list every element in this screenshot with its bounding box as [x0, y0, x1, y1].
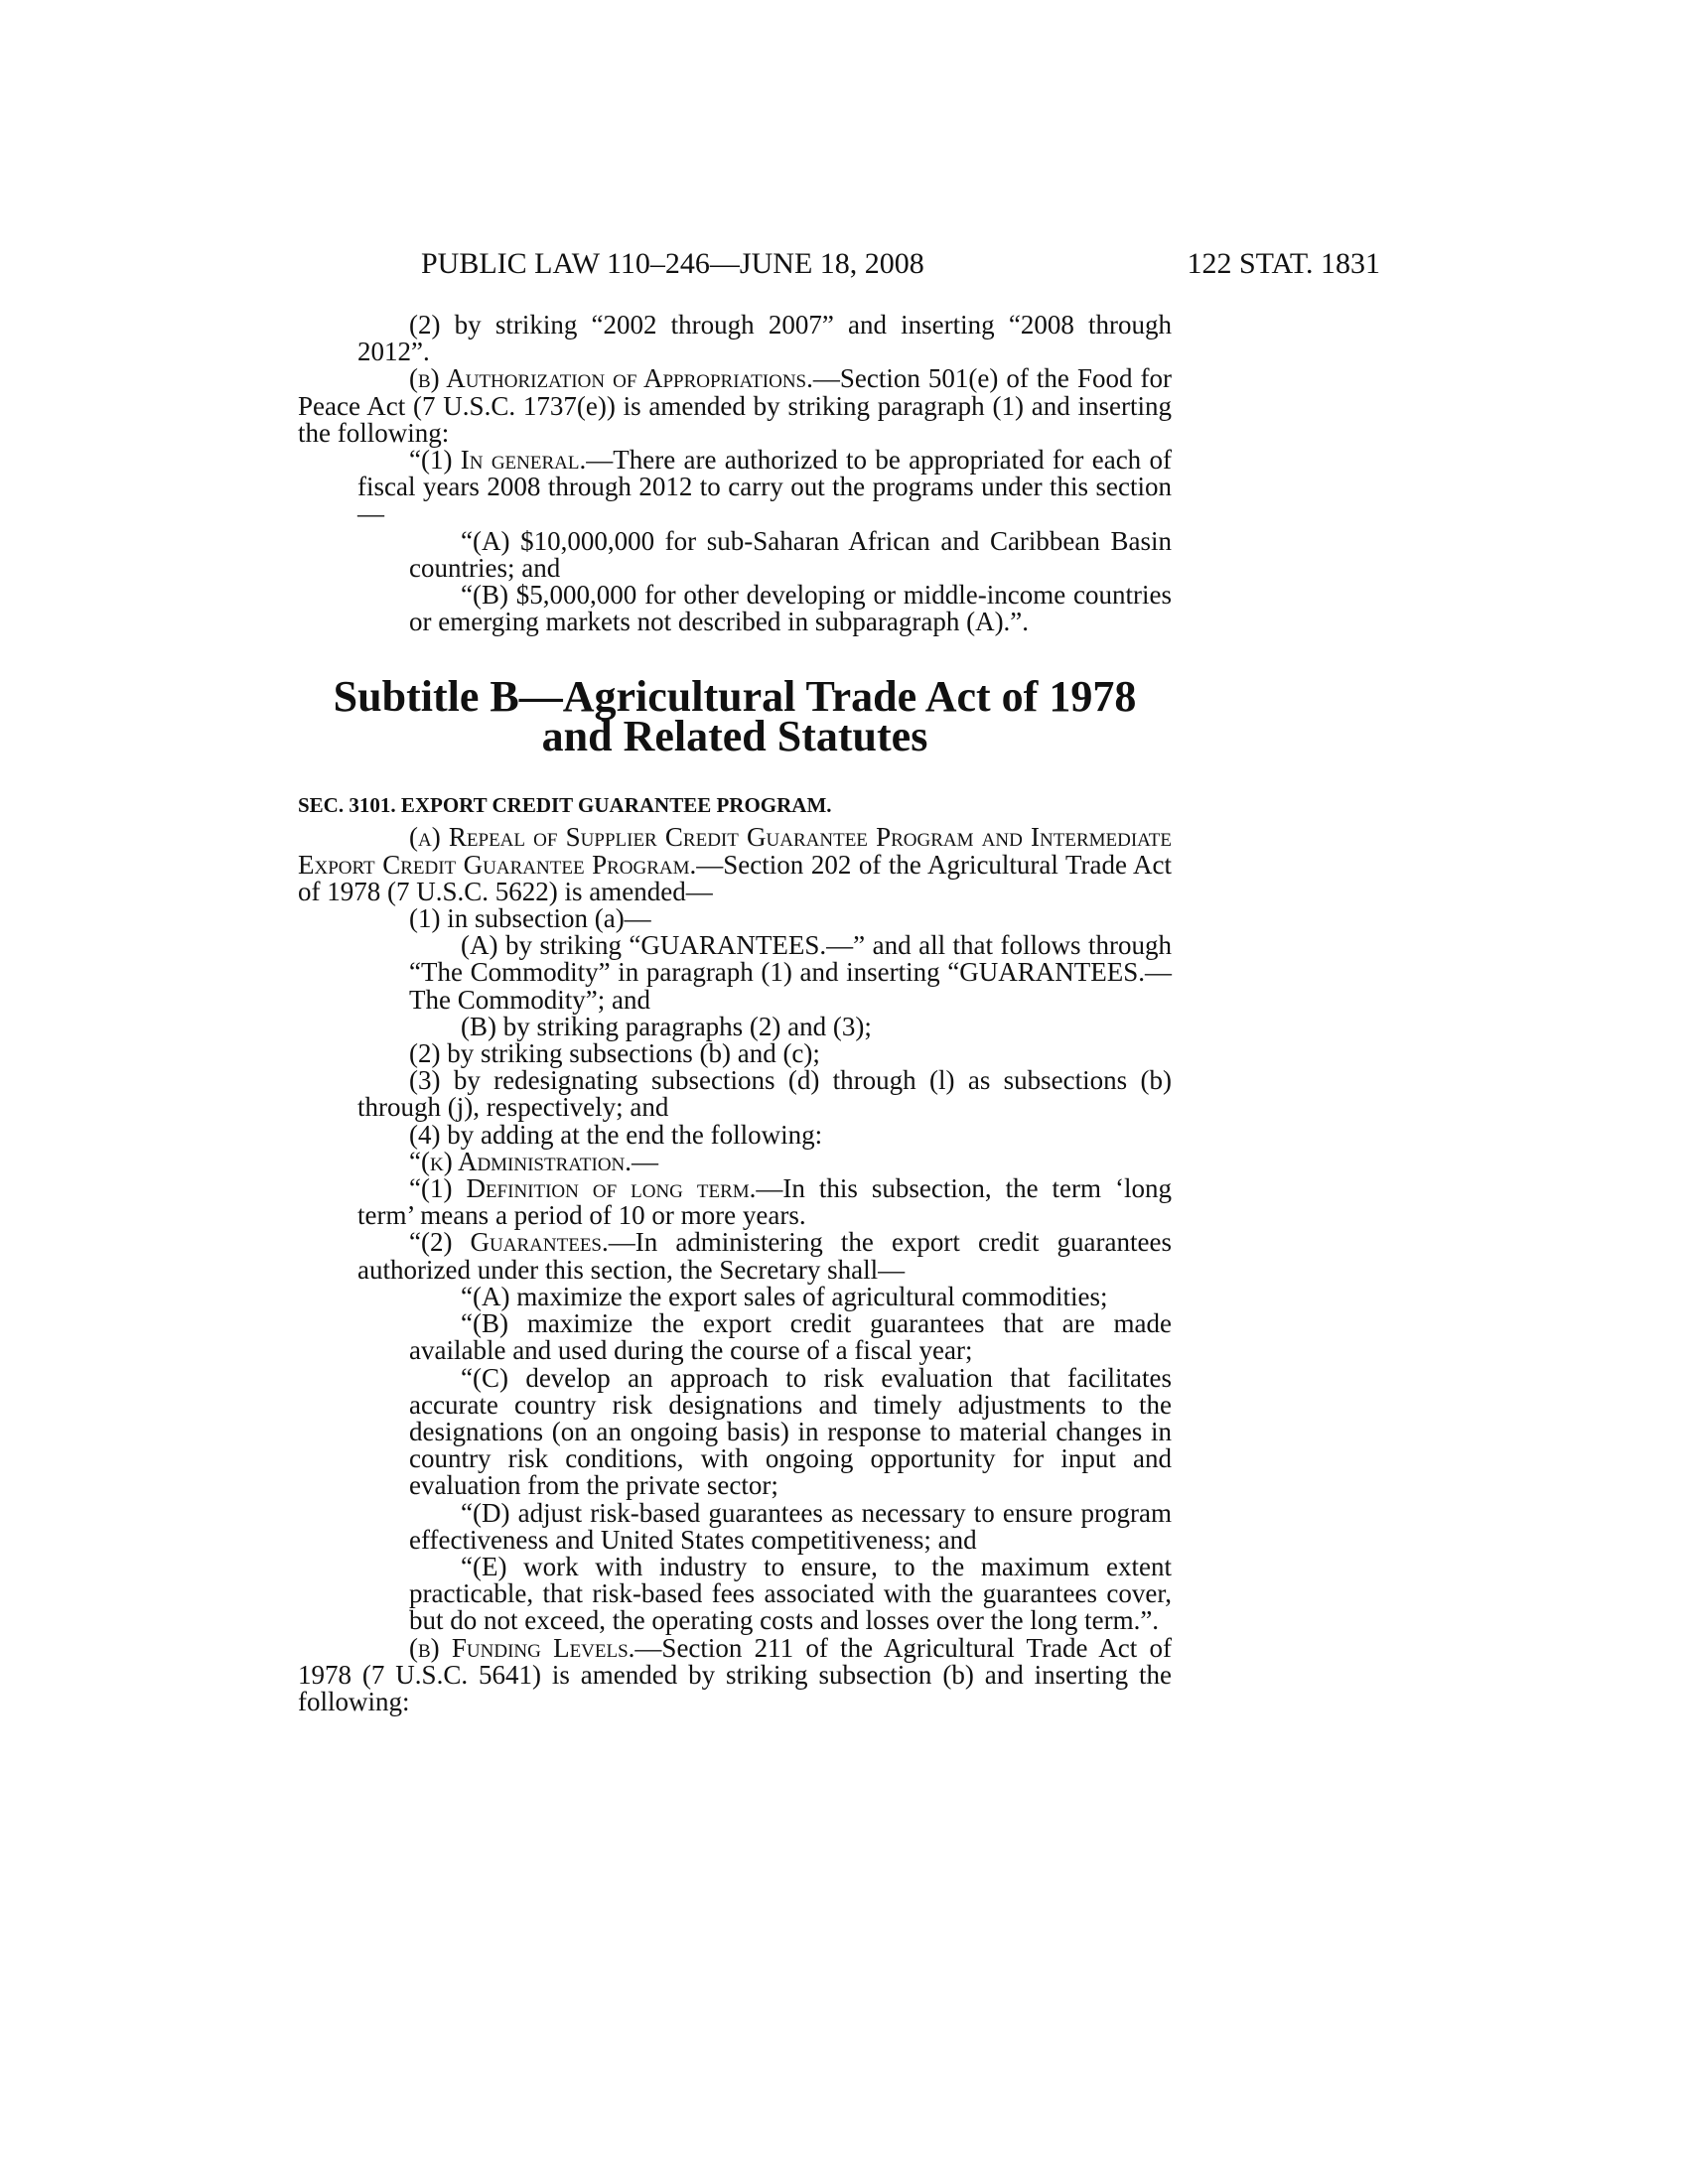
paragraph-b-maximize-guarantees: “(B) maximize the export credit guarantees that are made available and used during the course of a fiscal year;: [409, 1308, 1172, 1366]
heading-guarantees: “(2) Guarantees.: [409, 1227, 609, 1258]
paragraph-3-redesignating: (3) by redesignating subsections (d) through (l) as subsections (b) through (j), respectively; and: [357, 1065, 1172, 1123]
paragraph-a-subsaharan: “(A) $10,000,000 for sub-Saharan African and Caribbean Basin countries; and: [409, 525, 1172, 583]
paragraph-4-adding: (4) by adding at the end the following:: [409, 1119, 823, 1150]
subtitle-line-1: Subtitle B—Agricultural Trade Act of 1978: [333, 672, 1137, 722]
paragraph-1-in-general: [298, 447, 1172, 528]
heading-in-general: “(1) In general.: [409, 445, 587, 476]
paragraph-1-subsection-a: (1) in subsection (a)—: [409, 903, 651, 934]
paragraph-a-maximize-sales: “(A) maximize the export sales of agricultural commodities;: [461, 1281, 1108, 1311]
paragraph-text: —: [632, 1146, 659, 1176]
paragraph-2-striking-subsections: (2) by striking subsections (b) and (c);: [409, 1038, 820, 1069]
subtitle-heading: [298, 672, 1172, 761]
paragraph-text: —Section 211 of the Agricultural Trade Act of 1978 (7 U.S.C. 5641) is amended by striking subsection (b) and inserting the following:: [298, 1632, 1172, 1716]
paragraph-b-funding-levels: [298, 1632, 1172, 1716]
document-body: [298, 312, 1172, 1715]
paragraph-a-striking-guarantees: (A) by striking “GUARANTEES.—” and all that follows through “The Commodity” in paragraph (1) and inserting “GUARANTEES.—The Commodity”; and: [409, 930, 1172, 1015]
paragraph-text: —In this subsection, the term ‘long term’ means a period of 10 or more years.: [357, 1173, 1172, 1231]
heading-funding-levels: (b) Funding Levels.: [409, 1632, 635, 1663]
paragraph-1-definition-long-term: [298, 1175, 1172, 1229]
paragraph-e-work-with-industry: “(E) work with industry to ensure, to the maximum extent practicable, that risk-based fees associated with the guarantees cover, but do not exceed, the operating costs and losses over the long term.”.: [409, 1551, 1172, 1636]
paragraph-2-guarantees: [298, 1229, 1172, 1283]
paragraph-text: —In administering the export credit guarantees authorized under this section, the Secretary shall—: [357, 1227, 1172, 1285]
paragraph-b-authorization: [298, 365, 1172, 447]
paragraph-b-striking-paragraphs: (B) by striking paragraphs (2) and (3);: [461, 1011, 872, 1041]
heading-administration: “(k) Administration.: [409, 1146, 633, 1176]
header-law-citation: PUBLIC LAW 110–246—JUNE 18, 2008: [421, 247, 924, 280]
heading-authorization-of-appropriations: (b) Authorization of Appropriations.: [409, 363, 813, 394]
paragraph-k-administration: [298, 1146, 1172, 1176]
paragraph-2-striking: (2) by striking “2002 through 2007” and inserting “2008 through 2012”.: [357, 310, 1172, 367]
section-heading: SEC. 3101. EXPORT CREDIT GUARANTEE PROGRAM.: [298, 793, 832, 818]
paragraph-b-developing: “(B) $5,000,000 for other developing or middle-income countries or emerging markets not described in subparagraph (A).”.: [409, 580, 1172, 637]
paragraph-text: —Section 501(e) of the Food for Peace Act (7 U.S.C. 1737(e)) is amended by striking paragraph (1) and inserting the following:: [298, 363, 1172, 448]
heading-repeal: (a) Repeal of Supplier Credit Guarantee Program and Intermediate Export Credit Guarantee Program.: [298, 822, 1172, 880]
paragraph-text: —Section 202 of the Agricultural Trade Act of 1978 (7 U.S.C. 5622) is amended—: [298, 849, 1173, 906]
paragraph-d-adjust-risk: “(D) adjust risk-based guarantees as necessary to ensure program effectiveness and United States competitiveness; and: [409, 1497, 1172, 1555]
running-header: [298, 244, 1380, 284]
paragraph-a-repeal: [298, 824, 1172, 905]
header-page-stat: 122 STAT. 1831: [1187, 247, 1380, 280]
heading-definition-of-long-term: “(1) Definition of long term.: [409, 1173, 757, 1204]
paragraph-text: —There are authorized to be appropriated for each of fiscal years 2008 through 2012 to carry out the programs under this section—: [357, 445, 1172, 529]
paragraph-c-risk-evaluation: “(C) develop an approach to risk evaluation that facilitates accurate country risk designations and timely adjustments to the designations (on an ongoing basis) in response to material changes in country risk conditions, with ongoing opportunity for input and evaluation from the private sector;: [409, 1362, 1172, 1501]
subtitle-line-2: and Related Statutes: [541, 712, 928, 761]
